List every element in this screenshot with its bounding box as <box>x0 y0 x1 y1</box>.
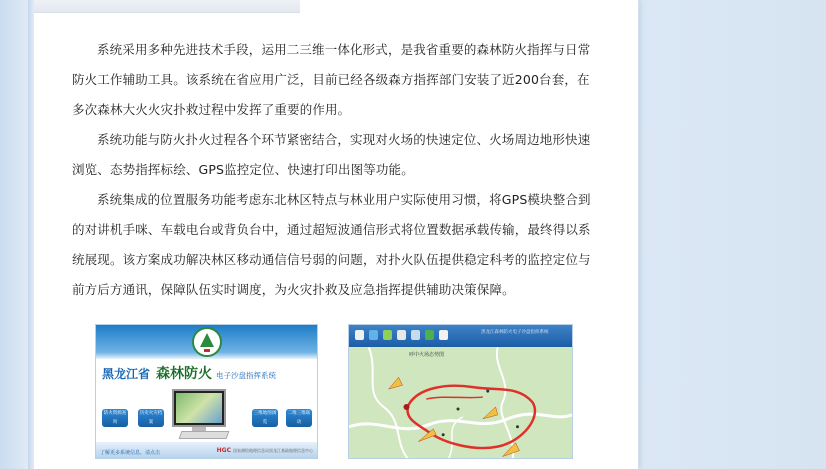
splash-button-2d3d: 二维三维联动 <box>287 411 311 425</box>
team-marker-4 <box>442 433 445 436</box>
splash-brand-text: 国家测绘地理信息局黑龙江基础地理信息中心 <box>233 448 313 453</box>
article-body <box>72 35 602 305</box>
splash-button-3d-map: 三维地图浏览 <box>253 411 277 425</box>
product-splash-image <box>95 324 318 459</box>
hgc-logo: HGC <box>216 447 231 454</box>
gps-tool-icon <box>425 330 434 340</box>
print-tool-icon <box>411 330 420 340</box>
fire-situation-map <box>349 347 572 459</box>
content-panel <box>34 0 639 469</box>
fire-origin-marker <box>404 404 410 410</box>
layer-tool-icon <box>383 330 392 340</box>
app-title: 黑龙江森林防火电子沙盘指挥系统 <box>481 330 549 335</box>
app-toolbar <box>349 325 572 347</box>
paragraph-intro: 系统采用多种先进技术手段，运用二三维一体化形式，是我省重要的森林防火指挥与日常防火工作辅助工具。该系统在省应用广泛，目前已经各级森方指挥部门安装了近200台套，在多次森林大火火灾扑救过程中发挥了重要的作用。 <box>72 42 591 117</box>
splash-button-resources: 防火资源查询 <box>103 411 127 425</box>
figure-row <box>95 324 575 459</box>
splash-title-main: 森林防火 <box>156 366 213 382</box>
paragraph-location-service: 系统集成的位置服务功能考虑东北林区特点与林业用户实际使用习惯，将GPS模块整合到的对讲机手咪、车载电台或背负台中，通过超短波通信形式将位置数据承载传输，最终得以系统展现。该方案成功解决林区移动通信信号弱的问题，对扑火队伍提供稳定科考的监控定位与前方后方通讯，保障队伍实时调度，为火灾扑救及应急指挥提供辅助决策保障。 <box>72 192 591 297</box>
computer-monitor-icon <box>172 389 226 427</box>
fire-map-screenshot <box>348 324 573 459</box>
map-caption: 呼中火场态势图 <box>409 352 445 358</box>
globe-tool-icon <box>369 330 378 340</box>
mark-tool-icon <box>397 330 406 340</box>
top-strip <box>34 0 300 13</box>
team-marker-1 <box>457 407 460 410</box>
team-marker-2 <box>486 390 489 393</box>
splash-title <box>102 363 314 383</box>
settings-tool-icon <box>439 330 448 340</box>
map-background <box>349 348 572 459</box>
splash-more-info-link: 了解更多系统信息，请点击 <box>100 450 161 456</box>
forest-fire-emblem-icon <box>192 327 222 357</box>
open-tool-icon <box>355 330 364 340</box>
splash-brand <box>217 447 313 454</box>
keyboard-icon <box>179 431 230 439</box>
splash-title-sub: 电子沙盘指挥系统 <box>216 371 277 380</box>
splash-title-region: 黑龙江省 <box>102 367 151 381</box>
paragraph-functions: 系统功能与防火扑火过程各个环节紧密结合，实现对火场的快速定位、火场周边地形快速浏览、态势指挥标绘、GPS监控定位、快速打印出图等功能。 <box>72 132 591 177</box>
splash-button-history: 历史火灾档案 <box>139 411 163 425</box>
team-marker-3 <box>516 425 519 428</box>
